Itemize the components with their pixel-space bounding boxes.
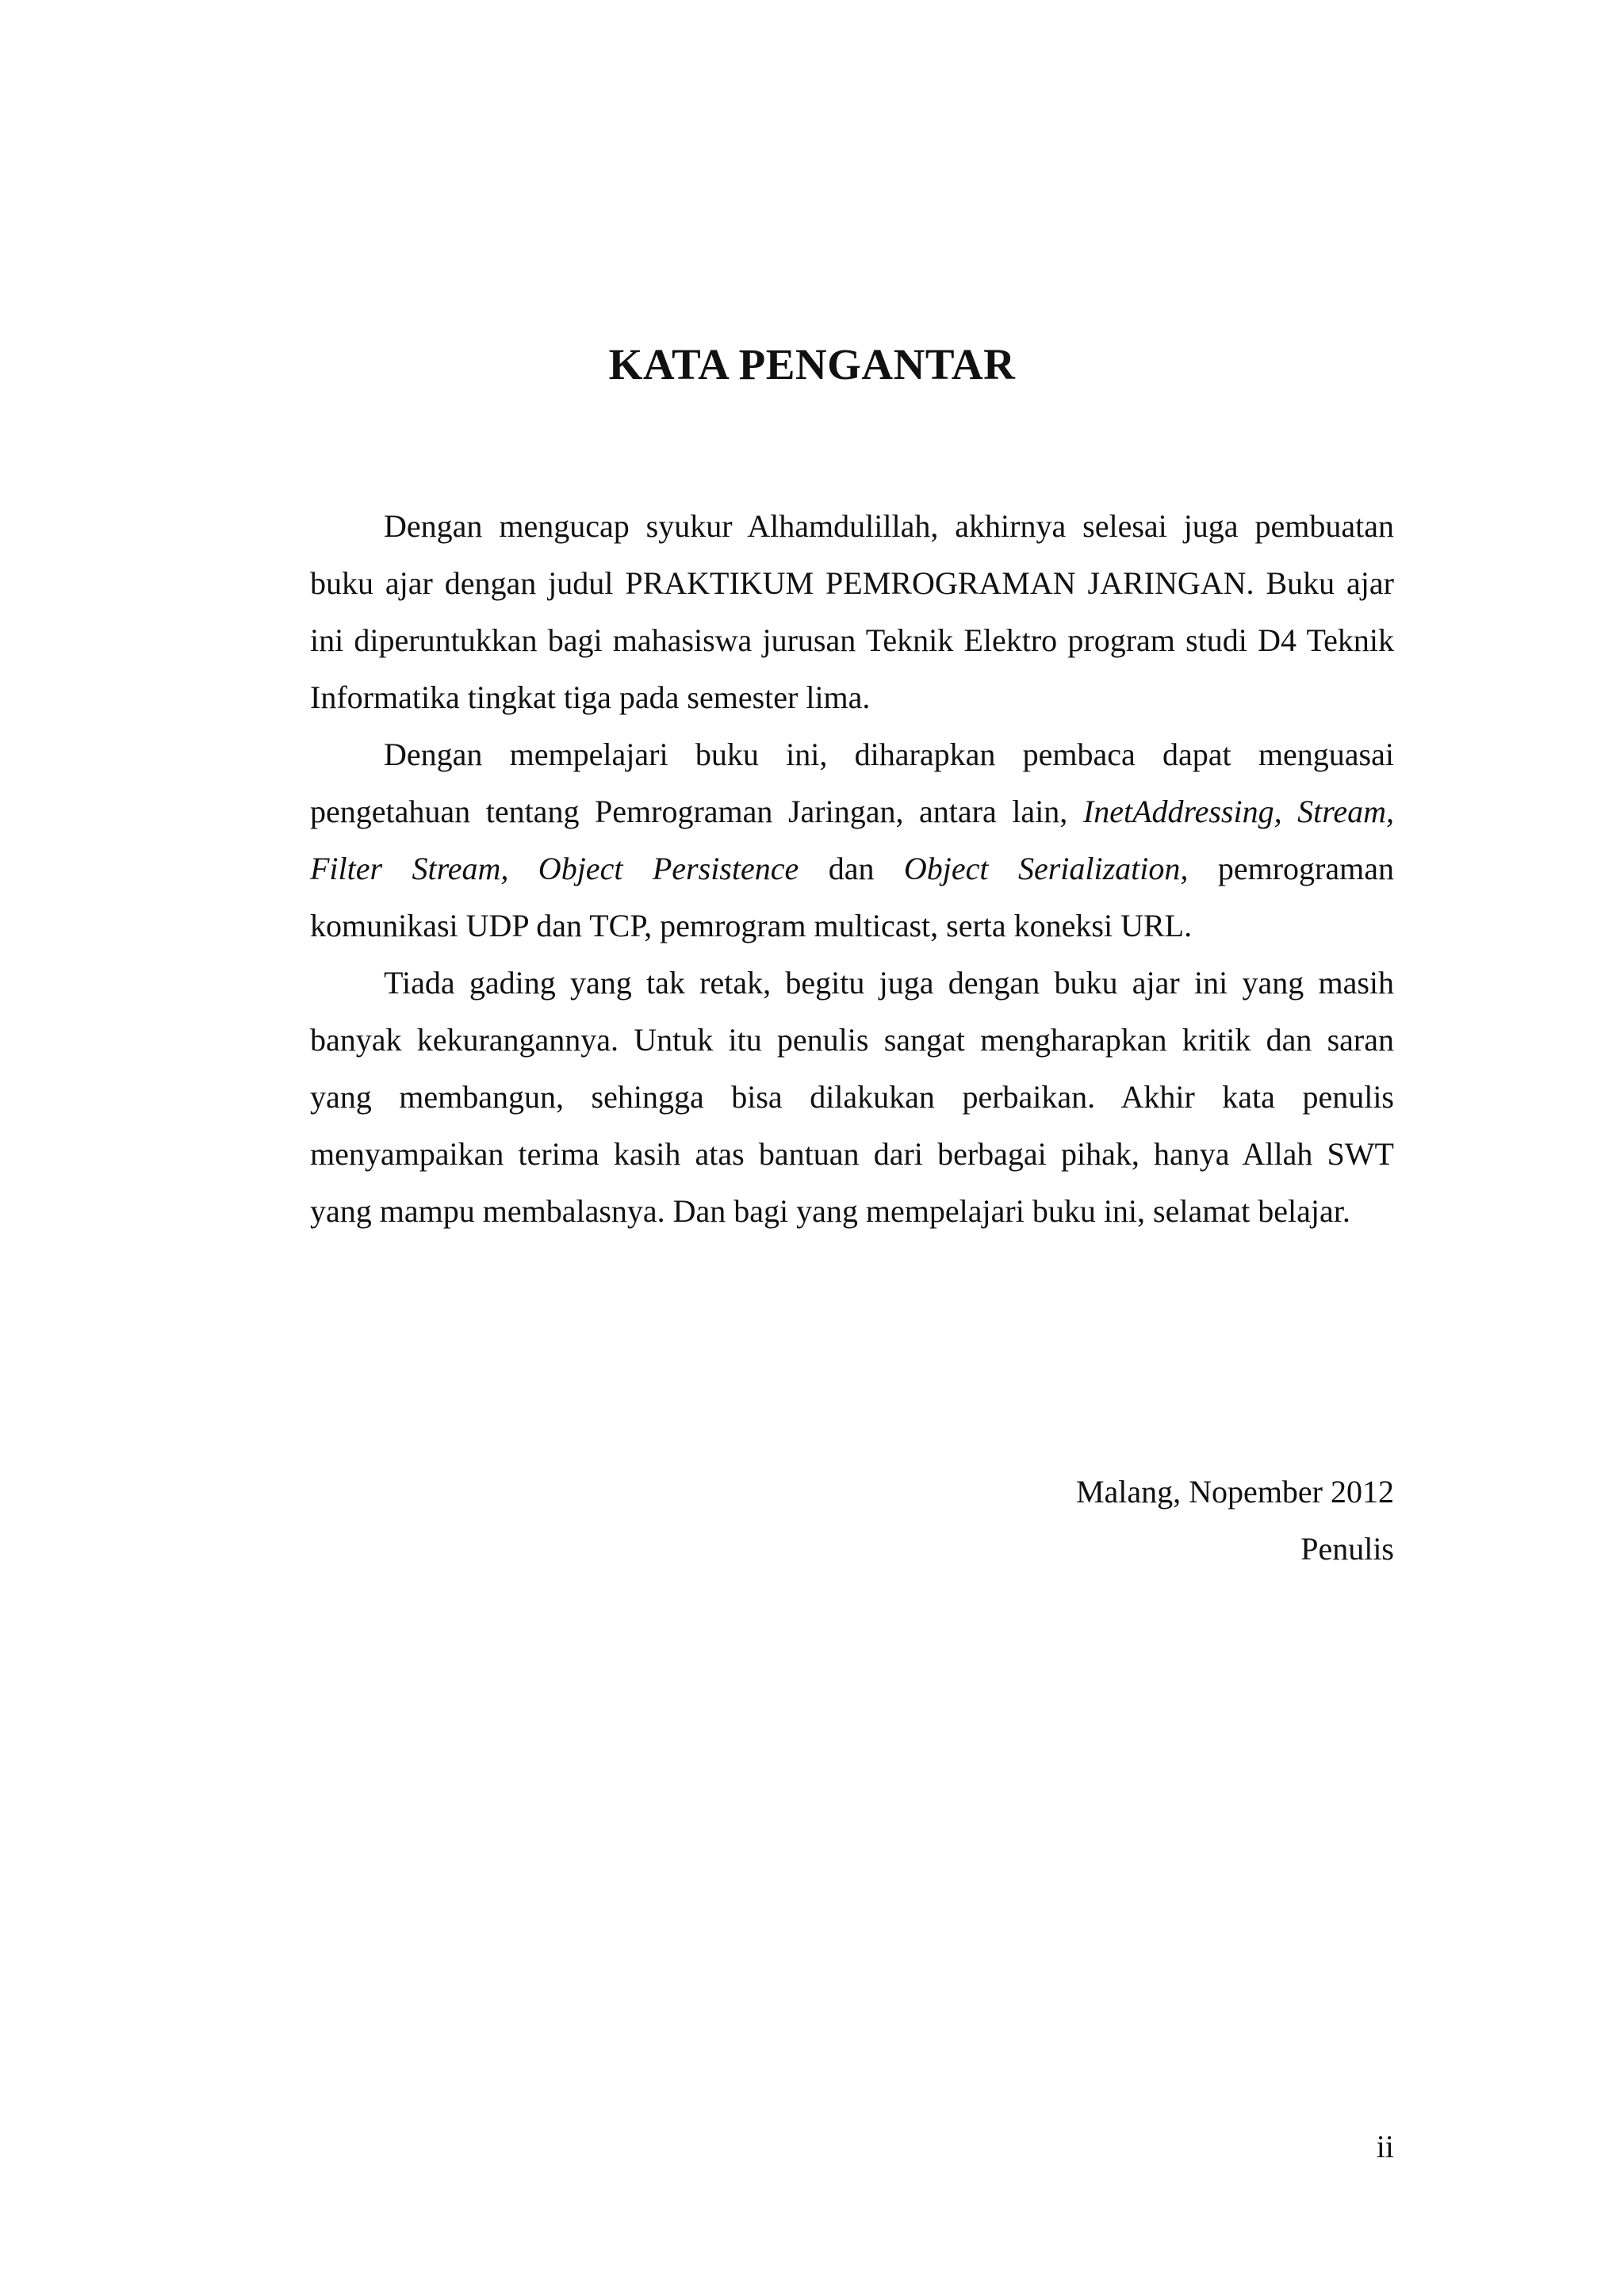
paragraph-2-text-b: dan <box>799 851 904 886</box>
signature-label: Penulis <box>1300 1531 1394 1567</box>
page-number: ii <box>1376 2129 1394 2164</box>
paragraph-1: Dengan mengucap syukur Alhamdulillah, akhirnya selesai juga pembuatan buku ajar dengan judul PRAKTIKUM PEMROGRAMAN JARINGAN. Buku ajar ini diperuntukkan bagi mahasiswa jurusan Teknik Elektro program studi D4 Teknik Informatika tingkat tiga pada semester lima. <box>310 508 1394 715</box>
paragraph-3: Tiada gading yang tak retak, begitu juga dengan buku ajar ini yang masih banyak kekurangannya. Untuk itu penulis sangat mengharapkan kritik dan saran yang membangun, sehingga bisa dilakukan perbaikan. Akhir kata penulis menyampaikan terima kasih atas bantuan dari berbagai pihak, hanya Allah SWT yang mampu membalasnya. Dan bagi yang mempelajari buku ini, selamat belajar. <box>310 965 1394 1229</box>
paragraph-2-text-a: Dengan mempelajari buku ini, diharapkan pembaca dapat menguasai pengetahuan tentang Pemrograman Jaringan, antara lain, <box>310 737 1394 829</box>
page-title: KATA PENGANTAR <box>608 340 1016 388</box>
place-date: Malang, Nopember 2012 <box>1075 1474 1394 1510</box>
foreword-body <box>310 498 1394 1240</box>
closing-block <box>952 1464 1394 1578</box>
paragraph-2 <box>310 726 1394 955</box>
paragraph-2-italic-topics: InetAddressing, Stream, Filter Stream, Object Persistence <box>310 794 1395 886</box>
paragraph-2-italic-serialization: Object Serialization, <box>903 851 1189 886</box>
paragraph-2-text-c: pemrograman komunikasi UDP dan TCP, pemrogram multicast, serta koneksi URL. <box>310 851 1394 943</box>
